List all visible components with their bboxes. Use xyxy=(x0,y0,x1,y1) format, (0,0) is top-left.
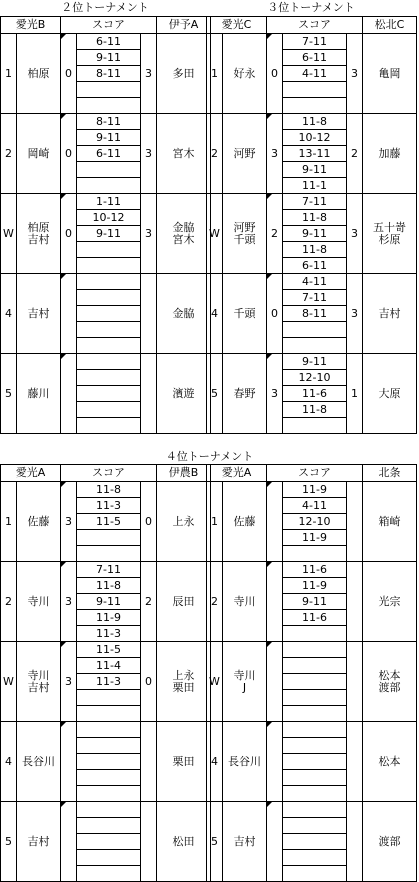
game-score xyxy=(283,418,347,434)
game-score: 6-11 xyxy=(283,258,347,274)
game-score xyxy=(283,770,347,786)
marker-triangle-icon xyxy=(267,722,272,727)
marker-triangle-icon xyxy=(61,562,66,567)
tournament-table-4th-a-vs-inou-b xyxy=(0,464,211,882)
game-score: 9-11 xyxy=(77,594,141,610)
game-score xyxy=(283,722,347,738)
right-player: 金脇 xyxy=(157,274,211,354)
match-number: 2 xyxy=(1,114,17,194)
left-games-value: 3 xyxy=(65,674,72,688)
game-score xyxy=(283,322,347,338)
left-games xyxy=(61,34,77,114)
left-games xyxy=(267,194,283,274)
match-number: 2 xyxy=(207,114,223,194)
left-games xyxy=(61,354,77,434)
game-score: 8-11 xyxy=(283,306,347,322)
game-score: 1-11 xyxy=(77,194,141,210)
left-player: 春野 xyxy=(223,354,267,434)
game-score: 12-10 xyxy=(283,514,347,530)
game-score xyxy=(77,354,141,370)
team-right-header: 伊農B xyxy=(157,465,211,482)
marker-triangle-icon xyxy=(61,642,66,647)
left-games-value: 0 xyxy=(65,226,73,240)
game-score: 8-11 xyxy=(77,66,141,82)
game-score: 9-11 xyxy=(283,226,347,242)
score-header: スコア xyxy=(267,465,363,482)
left-games xyxy=(267,642,283,722)
team-right-header: 北条 xyxy=(363,465,417,482)
section-title-4th: ４位トーナメント xyxy=(165,450,254,463)
game-score: 6-11 xyxy=(283,50,347,66)
right-player: 宮木 xyxy=(157,114,211,194)
right-games xyxy=(141,354,157,434)
game-score: 12-10 xyxy=(283,370,347,386)
game-score: 7-11 xyxy=(283,34,347,50)
game-score xyxy=(77,850,141,866)
team-right-header: 伊予A xyxy=(157,17,211,34)
left-player: 吉村 xyxy=(17,802,61,882)
game-score: 4-11 xyxy=(283,498,347,514)
game-score xyxy=(77,402,141,418)
match-number: W xyxy=(1,194,17,274)
right-player: 吉村 xyxy=(363,274,417,354)
game-score xyxy=(283,338,347,354)
right-player: 大原 xyxy=(363,354,417,434)
right-games xyxy=(141,802,157,882)
game-score: 11-9 xyxy=(283,578,347,594)
left-games-value: 0 xyxy=(271,306,278,320)
match-number: W xyxy=(1,642,17,722)
marker-triangle-icon xyxy=(61,722,66,727)
match-number: 1 xyxy=(207,34,223,114)
game-score xyxy=(77,818,141,834)
game-score xyxy=(77,322,141,338)
right-player: 上永 栗田 xyxy=(157,642,211,722)
marker-triangle-icon xyxy=(61,274,66,279)
game-score xyxy=(77,98,141,114)
left-player: 柏原 吉村 xyxy=(17,194,61,274)
marker-triangle-icon xyxy=(267,354,272,359)
left-player: 長谷川 xyxy=(17,722,61,802)
game-score xyxy=(283,818,347,834)
game-score: 11-8 xyxy=(283,114,347,130)
game-score xyxy=(283,738,347,754)
left-games-value: 3 xyxy=(65,594,72,608)
game-score: 9-11 xyxy=(77,50,141,66)
left-games xyxy=(61,114,77,194)
tournament-table-2nd-b-vs-iyo-a xyxy=(0,16,211,434)
game-score: 9-11 xyxy=(283,162,347,178)
right-games: 0 xyxy=(141,642,157,722)
match-number: 1 xyxy=(1,482,17,562)
game-score xyxy=(283,674,347,690)
game-score xyxy=(283,658,347,674)
match-number: 4 xyxy=(207,722,223,802)
game-score: 4-11 xyxy=(283,66,347,82)
left-games xyxy=(61,274,77,354)
right-player: 多田 xyxy=(157,34,211,114)
game-score: 7-11 xyxy=(283,194,347,210)
match-number: 5 xyxy=(207,354,223,434)
right-games: 1 xyxy=(347,354,363,434)
right-player: 渡部 xyxy=(363,802,417,882)
game-score: 9-11 xyxy=(77,130,141,146)
game-score xyxy=(77,338,141,354)
game-score xyxy=(283,690,347,706)
game-score: 11-9 xyxy=(77,610,141,626)
game-score xyxy=(77,834,141,850)
game-score xyxy=(283,706,347,722)
marker-triangle-icon xyxy=(61,354,66,359)
left-games xyxy=(61,802,77,882)
game-score xyxy=(77,786,141,802)
game-score xyxy=(77,242,141,258)
marker-triangle-icon xyxy=(267,34,272,39)
game-score: 11-8 xyxy=(283,402,347,418)
right-player: 金脇 宮木 xyxy=(157,194,211,274)
left-games xyxy=(267,562,283,642)
game-score: 4-11 xyxy=(283,274,347,290)
game-score xyxy=(283,850,347,866)
right-games: 2 xyxy=(141,562,157,642)
left-games xyxy=(267,274,283,354)
team-left-header: 愛光C xyxy=(207,17,267,34)
game-score: 13-11 xyxy=(283,146,347,162)
right-player: 光宗 xyxy=(363,562,417,642)
game-score: 11-8 xyxy=(283,242,347,258)
game-score: 11-3 xyxy=(77,626,141,642)
game-score xyxy=(77,546,141,562)
left-games xyxy=(267,722,283,802)
marker-triangle-icon xyxy=(267,114,272,119)
right-games xyxy=(347,562,363,642)
game-score: 9-11 xyxy=(77,226,141,242)
game-score xyxy=(77,690,141,706)
game-score xyxy=(283,82,347,98)
right-games xyxy=(347,722,363,802)
left-player: 藤川 xyxy=(17,354,61,434)
marker-triangle-icon xyxy=(267,562,272,567)
game-score xyxy=(283,754,347,770)
game-score: 11-3 xyxy=(77,674,141,690)
team-left-header: 愛光B xyxy=(1,17,61,34)
left-player: 寺川 吉村 xyxy=(17,642,61,722)
match-number: 1 xyxy=(207,482,223,562)
game-score: 11-8 xyxy=(77,482,141,498)
left-player: 寺川 J xyxy=(223,642,267,722)
game-score: 11-8 xyxy=(77,578,141,594)
left-player: 柏原 xyxy=(17,34,61,114)
game-score: 10-12 xyxy=(77,210,141,226)
game-score: 6-11 xyxy=(77,146,141,162)
left-games xyxy=(61,642,77,722)
marker-triangle-icon xyxy=(61,114,66,119)
right-games xyxy=(347,642,363,722)
right-player: 上永 xyxy=(157,482,211,562)
match-number: 4 xyxy=(1,274,17,354)
left-games xyxy=(61,562,77,642)
match-number: 4 xyxy=(207,274,223,354)
left-games-value: 2 xyxy=(271,226,278,240)
right-games xyxy=(141,722,157,802)
game-score xyxy=(77,178,141,194)
team-left-header: 愛光A xyxy=(207,465,267,482)
left-games xyxy=(267,114,283,194)
game-score: 7-11 xyxy=(77,562,141,578)
game-score: 11-8 xyxy=(283,210,347,226)
game-score xyxy=(283,802,347,818)
right-player: 辰田 xyxy=(157,562,211,642)
left-games xyxy=(267,482,283,562)
left-player: 千頭 xyxy=(223,274,267,354)
match-number: W xyxy=(207,642,223,722)
game-score xyxy=(77,530,141,546)
game-score xyxy=(77,802,141,818)
right-games xyxy=(347,802,363,882)
marker-triangle-icon xyxy=(61,194,66,199)
left-games xyxy=(267,802,283,882)
right-games xyxy=(347,482,363,562)
match-number: 5 xyxy=(1,802,17,882)
game-score: 11-5 xyxy=(77,514,141,530)
left-games-value: 3 xyxy=(271,386,278,400)
right-games xyxy=(141,274,157,354)
right-games: 3 xyxy=(141,34,157,114)
marker-triangle-icon xyxy=(61,34,66,39)
right-player: 五十嵜 杉原 xyxy=(363,194,417,274)
section-title-2nd: ２位トーナメント xyxy=(61,1,149,14)
right-player: 栗田 xyxy=(157,722,211,802)
team-right-header: 松北C xyxy=(363,17,417,34)
game-score xyxy=(77,706,141,722)
game-score: 11-6 xyxy=(283,610,347,626)
game-score xyxy=(77,738,141,754)
match-number: 5 xyxy=(1,354,17,434)
game-score: 7-11 xyxy=(283,290,347,306)
right-games: 3 xyxy=(347,34,363,114)
section-title-3rd: ３位トーナメント xyxy=(267,1,355,14)
right-player: 濱遊 xyxy=(157,354,211,434)
game-score: 8-11 xyxy=(77,114,141,130)
left-player: 吉村 xyxy=(17,274,61,354)
marker-triangle-icon xyxy=(267,274,272,279)
game-score xyxy=(77,306,141,322)
game-score: 11-9 xyxy=(283,530,347,546)
game-score: 11-3 xyxy=(77,498,141,514)
right-games: 0 xyxy=(141,482,157,562)
right-player: 亀岡 xyxy=(363,34,417,114)
game-score xyxy=(283,866,347,882)
right-player: 箱崎 xyxy=(363,482,417,562)
game-score: 11-5 xyxy=(77,642,141,658)
score-header: スコア xyxy=(61,17,157,34)
marker-triangle-icon xyxy=(267,642,272,647)
right-games: 3 xyxy=(141,114,157,194)
game-score xyxy=(77,754,141,770)
team-left-header: 愛光A xyxy=(1,465,61,482)
game-score: 6-11 xyxy=(77,34,141,50)
left-player: 寺川 xyxy=(17,562,61,642)
game-score xyxy=(77,258,141,274)
game-score xyxy=(77,770,141,786)
right-games: 2 xyxy=(347,114,363,194)
marker-triangle-icon xyxy=(61,482,66,487)
marker-triangle-icon xyxy=(267,482,272,487)
score-header: スコア xyxy=(267,17,363,34)
game-score xyxy=(77,370,141,386)
game-score: 11-6 xyxy=(283,386,347,402)
left-player: 河野 千頭 xyxy=(223,194,267,274)
left-player: 佐藤 xyxy=(223,482,267,562)
match-number: 1 xyxy=(1,34,17,114)
game-score: 11-6 xyxy=(283,562,347,578)
marker-triangle-icon xyxy=(267,802,272,807)
game-score xyxy=(283,642,347,658)
left-games-value: 0 xyxy=(271,66,278,80)
left-player: 岡崎 xyxy=(17,114,61,194)
left-player: 吉村 xyxy=(223,802,267,882)
game-score xyxy=(77,290,141,306)
game-score xyxy=(77,386,141,402)
left-player: 河野 xyxy=(223,114,267,194)
game-score xyxy=(77,274,141,290)
left-games xyxy=(61,722,77,802)
game-score xyxy=(283,834,347,850)
left-player: 佐藤 xyxy=(17,482,61,562)
right-games: 3 xyxy=(347,274,363,354)
game-score: 9-11 xyxy=(283,594,347,610)
left-games-value: 0 xyxy=(65,66,73,80)
game-score: 11-4 xyxy=(77,658,141,674)
game-score xyxy=(283,626,347,642)
left-games xyxy=(267,34,283,114)
left-games-value: 0 xyxy=(65,146,73,160)
game-score xyxy=(283,786,347,802)
left-games xyxy=(267,354,283,434)
game-score: 9-11 xyxy=(283,354,347,370)
score-header: スコア xyxy=(61,465,157,482)
game-score xyxy=(77,162,141,178)
match-number: 5 xyxy=(207,802,223,882)
match-number: 2 xyxy=(1,562,17,642)
right-player: 松本 渡部 xyxy=(363,642,417,722)
right-games: 3 xyxy=(347,194,363,274)
tournament-table-3rd-c-vs-shohoku-c xyxy=(206,16,417,434)
left-games-value: 3 xyxy=(65,514,72,528)
match-number: 2 xyxy=(207,562,223,642)
right-player: 松田 xyxy=(157,802,211,882)
game-score xyxy=(77,866,141,882)
match-number: 4 xyxy=(1,722,17,802)
game-score xyxy=(283,98,347,114)
game-score: 10-12 xyxy=(283,130,347,146)
right-player: 松本 xyxy=(363,722,417,802)
left-games-value: 3 xyxy=(271,146,278,160)
marker-triangle-icon xyxy=(267,194,272,199)
right-games: 3 xyxy=(141,194,157,274)
marker-triangle-icon xyxy=(61,802,66,807)
game-score xyxy=(77,418,141,434)
game-score xyxy=(283,546,347,562)
game-score: 11-1 xyxy=(283,178,347,194)
game-score xyxy=(77,82,141,98)
match-number: W xyxy=(207,194,223,274)
left-games xyxy=(61,194,77,274)
game-score: 11-9 xyxy=(283,482,347,498)
right-player: 加藤 xyxy=(363,114,417,194)
game-score xyxy=(77,722,141,738)
left-player: 長谷川 xyxy=(223,722,267,802)
left-player: 寺川 xyxy=(223,562,267,642)
left-player: 好永 xyxy=(223,34,267,114)
left-games xyxy=(61,482,77,562)
tournament-table-4th-a-vs-hojo xyxy=(206,464,417,882)
